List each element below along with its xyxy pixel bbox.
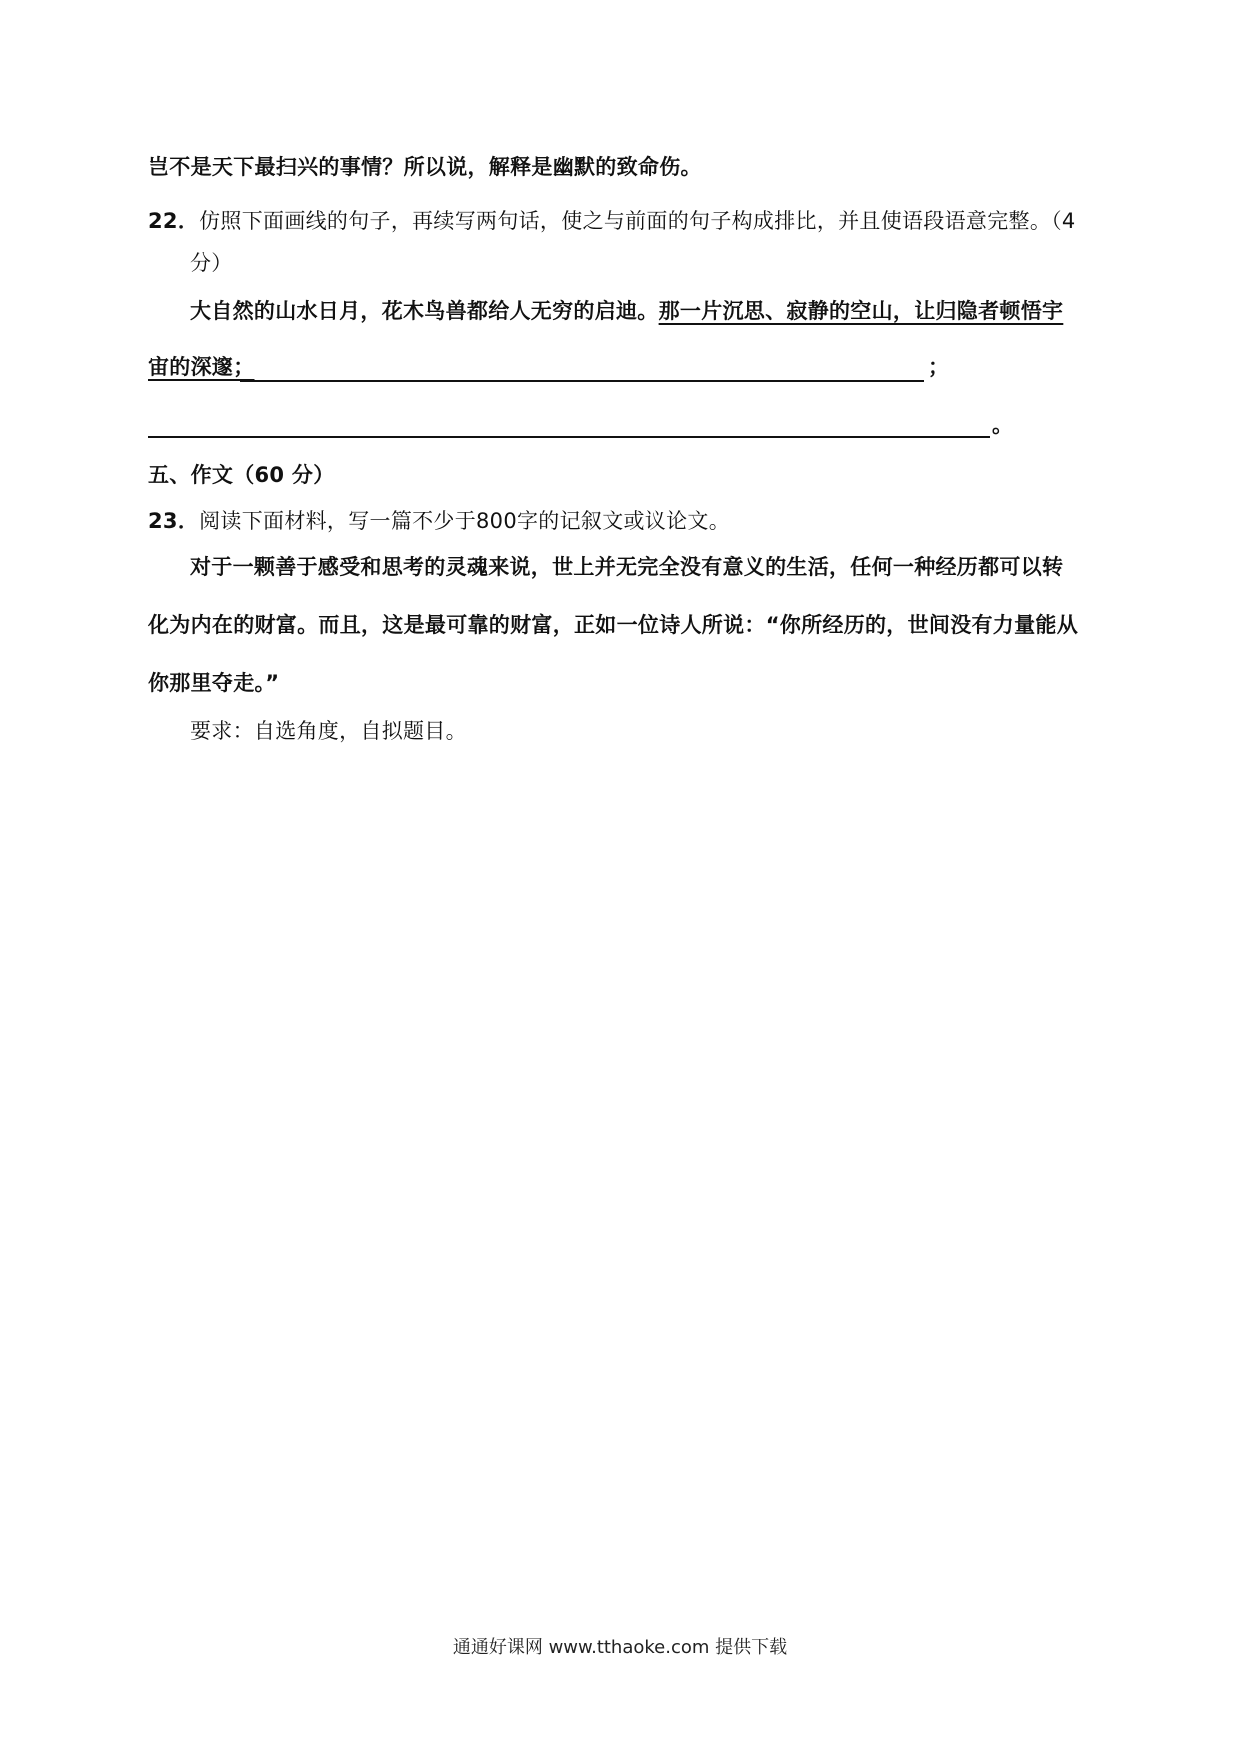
q22-instruction-line2: 分）	[190, 251, 233, 275]
q23-instruction-text: 阅读下面材料，写一篇不少于800字的记叙文或议论文。	[199, 509, 731, 533]
q22-period: 。	[992, 413, 1014, 437]
q22-semicolon: ；	[928, 355, 950, 379]
section5-title: 五、作文（60 分）	[148, 463, 335, 487]
q23-material-line1: 对于一颗善于感受和思考的灵魂来说，世上并无完全没有意义的生活，任何一种经历都可以转	[190, 555, 1064, 579]
continuation-text: 岂不是天下最扫兴的事情？所以说，解释是幽默的致命伤。	[148, 155, 702, 179]
q23-material-line2: 化为内在的财富。而且，这是最可靠的财富，正如一位诗人所说：“你所经历的，世间没有力量能从	[148, 613, 1078, 637]
page-footer: 通通好课网 www.tthaoke.com 提供下载	[452, 1637, 788, 1658]
q22-underlined-sentence-end: 宙的深邃；	[148, 355, 255, 379]
q23-material-line3: 你那里夺走。”	[148, 671, 280, 695]
q22-instruction-text: 仿照下面画线的句子，再续写两句话，使之与前面的句子构成排比，并且使语段语意完整。（4	[199, 209, 1076, 233]
q22-answer-blank-1[interactable]	[240, 380, 924, 382]
q23-requirement: 要求：自选角度，自拟题目。	[190, 719, 467, 743]
q22-underlined-sentence: 那一片沉思、寂静的空山，让归隐者顿悟宇	[658, 299, 1064, 323]
q22-lead-sentence: 大自然的山水日月，花木鸟兽都给人无穷的启迪。	[190, 299, 659, 323]
q22-instruction-line1	[148, 206, 1076, 236]
q22-number: 22．	[148, 209, 200, 233]
q23-number: 23．	[148, 509, 200, 533]
q22-prompt-line1	[190, 296, 1063, 326]
q22-answer-blank-2[interactable]	[148, 436, 990, 438]
q23-instruction-line	[148, 506, 730, 536]
q22-prompt-line2	[148, 352, 255, 382]
